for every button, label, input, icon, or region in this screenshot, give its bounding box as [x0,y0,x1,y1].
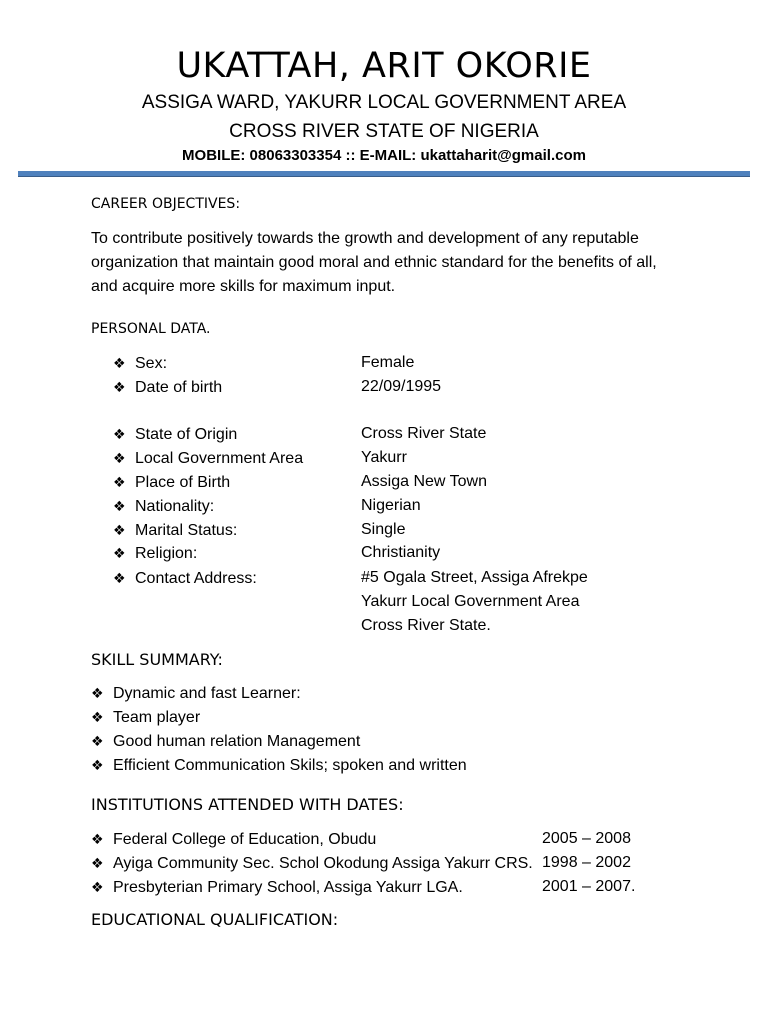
institution-name: Presbyterian Primary School, Assiga Yakurr LGA. [113,879,463,896]
personal-label: State of Origin [135,426,238,443]
bullet-icon: ❖ [91,855,104,871]
bullet-icon: ❖ [91,733,104,749]
personal-label: Religion: [135,545,198,562]
personal-item [113,423,237,445]
bullet-icon: ❖ [91,831,104,847]
personal-item [113,352,167,374]
bullet-icon: ❖ [113,355,126,371]
personal-value: Assiga New Town [361,473,487,490]
career-objectives-heading: CAREER OBJECTIVES: [91,196,241,212]
career-line: organization that maintain good moral and ethnic standard for the benefits of all, [91,254,657,271]
skill-label: Good human relation Management [113,733,361,750]
bullet-icon: ❖ [113,426,126,442]
personal-label: Nationality: [135,498,215,515]
skill-item [91,706,200,728]
bullet-icon: ❖ [91,709,104,725]
bullet-icon: ❖ [113,379,126,395]
institution-dates: 2001 – 2007. [542,878,636,895]
bullet-icon: ❖ [113,522,126,538]
personal-item [113,495,214,517]
institution-item [91,828,376,850]
personal-label: Marital Status: [135,522,238,539]
personal-item [113,567,257,589]
personal-value: Christianity [361,544,441,561]
address-continuation: Cross River State. [361,617,491,634]
resume-name: UKATTAH, ARIT OKORIE [176,46,592,86]
contact-line: MOBILE: 08063303354 :: E-MAIL: ukattaharit@gmail.com [182,147,586,164]
personal-item [113,542,197,564]
personal-item [113,376,222,398]
skill-label: Dynamic and fast Learner: [113,685,301,702]
career-line: and acquire more skills for maximum input. [91,278,396,295]
institution-item [91,852,533,874]
bullet-icon: ❖ [113,498,126,514]
career-objectives-text [91,227,691,299]
bullet-icon: ❖ [113,570,126,586]
personal-label: Place of Birth [135,474,231,491]
institution-dates: 1998 – 2002 [542,854,631,871]
institution-item [91,876,463,898]
institutions-heading: INSTITUTIONS ATTENDED WITH DATES: [91,795,404,814]
educational-qualification-heading: EDUCATIONAL QUALIFICATION: [91,910,339,929]
personal-item [113,447,303,469]
bullet-icon: ❖ [91,879,104,895]
skill-item [91,730,360,752]
bullet-icon: ❖ [113,474,126,490]
personal-value: Female [361,354,415,371]
personal-label: Date of birth [135,379,223,396]
bullet-icon: ❖ [91,685,104,701]
skill-item [91,754,467,776]
bullet-icon: ❖ [113,450,126,466]
personal-value: Nigerian [361,497,421,514]
personal-label: Sex: [135,355,168,372]
skill-summary-heading: SKILL SUMMARY: [91,650,223,669]
address-line-1: ASSIGA WARD, YAKURR LOCAL GOVERNMENT AREA [141,92,627,113]
personal-value: Single [361,521,406,538]
skill-label: Efficient Communication Skils; spoken and written [113,757,467,774]
bullet-icon: ❖ [91,757,104,773]
institution-name: Federal College of Education, Obudu [113,831,377,848]
personal-label: Contact Address: [135,570,257,587]
bullet-icon: ❖ [113,545,126,561]
address-continuation: Yakurr Local Government Area [361,593,580,610]
personal-label: Local Government Area [135,450,304,467]
address-line-2: CROSS RIVER STATE OF NIGERIA [229,121,539,142]
institution-name: Ayiga Community Sec. Schol Okodung Assiga Yakurr CRS. [113,855,533,872]
personal-value: Yakurr [361,449,407,466]
personal-value: #5 Ogala Street, Assiga Afrekpe [361,569,588,586]
career-line: To contribute positively towards the growth and development of any reputable [91,230,639,247]
institution-dates: 2005 – 2008 [542,830,631,847]
skill-label: Team player [113,709,201,726]
personal-item [113,471,230,493]
personal-value: Cross River State [361,425,487,442]
personal-value: 22/09/1995 [361,378,442,395]
personal-data-heading: PERSONAL DATA. [91,321,211,337]
personal-item [113,519,237,541]
header-divider [18,171,750,177]
skill-item [91,682,301,704]
